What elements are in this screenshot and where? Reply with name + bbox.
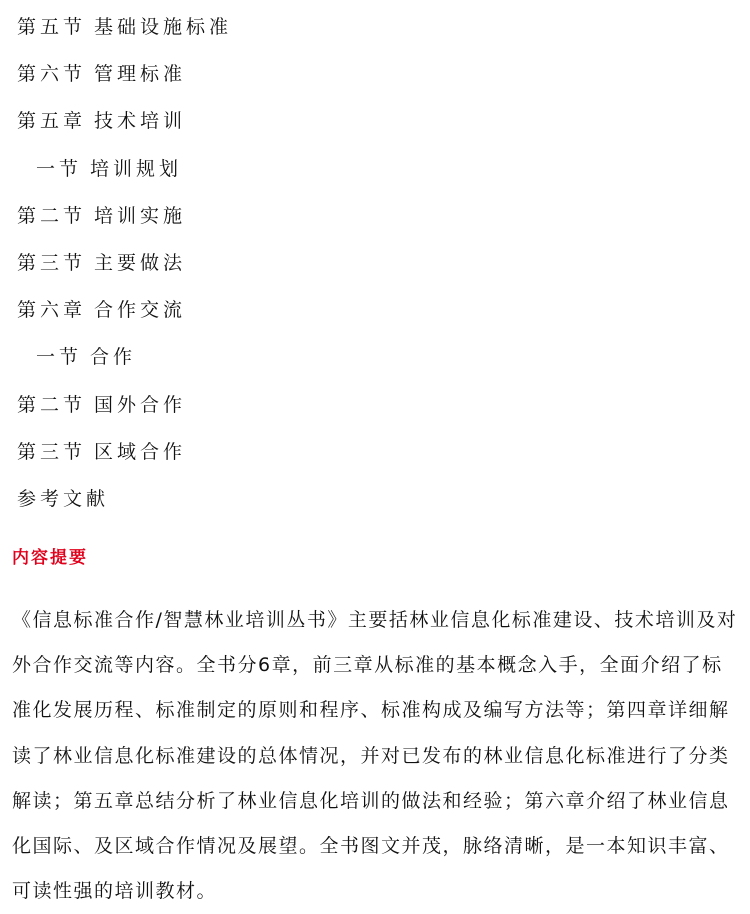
toc-item-number: 第六章 xyxy=(17,299,87,322)
toc-item-title: 技术培训 xyxy=(94,110,187,133)
toc-item-number: 第二节 xyxy=(17,204,87,227)
toc-item xyxy=(17,246,717,293)
toc-item xyxy=(17,199,717,246)
toc-item xyxy=(17,388,717,435)
toc-item-number: 一节 xyxy=(36,346,83,369)
toc-item xyxy=(17,152,717,199)
toc-item-number: 一节 xyxy=(36,157,83,180)
toc-item-number: 第三节 xyxy=(17,440,87,463)
toc-item-title: 培训实施 xyxy=(94,204,187,227)
toc-item-number: 第五章 xyxy=(17,110,87,133)
toc-item-number: 参考文献 xyxy=(17,487,110,510)
toc-item-title: 主要做法 xyxy=(94,251,187,274)
toc-item xyxy=(17,104,717,151)
toc-item-number: 第六节 xyxy=(17,63,87,86)
toc-item-title: 基础设施标准 xyxy=(94,16,233,38)
toc-item xyxy=(17,435,717,482)
toc-item xyxy=(17,10,717,57)
table-of-contents xyxy=(17,10,717,529)
toc-item-number: 第五节 xyxy=(17,16,87,38)
toc-item-number: 第三节 xyxy=(17,251,87,274)
toc-item-title: 国外合作 xyxy=(94,393,187,416)
summary-heading: 内容提要 xyxy=(12,548,88,568)
toc-item-title: 培训规划 xyxy=(90,157,183,180)
toc-item xyxy=(17,57,717,104)
toc-item-number: 第二节 xyxy=(17,393,87,416)
toc-item-title: 合作交流 xyxy=(94,299,187,322)
summary-paragraph: 《信息标准合作/智慧林业培训丛书》主要括林业信息化标准建设、技术培训及对外合作交流等内容。全书分6章，前三章从标准的基本概念入手，全面介绍了标准化发展历程、标准制定的原则和程序、标准构成及编写方法等；第四章详细解读了林业信息化标准建设的总体情况，并对已发布的林业信息化标准进行了分类解读；第五章总结分析了林业信息化培训的做法和经验；第六章介绍了林业信息化国际、及区域合作情况及展望。全书图文并茂，脉络清晰，是一本知识丰富、可读性强的培训教材。 xyxy=(12,609,738,903)
toc-item-title: 区域合作 xyxy=(94,440,187,463)
toc-item-title: 管理标准 xyxy=(94,63,187,86)
toc-item-title: 合作 xyxy=(90,346,137,369)
toc-item xyxy=(17,482,717,529)
toc-item xyxy=(17,340,717,387)
toc-item xyxy=(17,293,717,340)
